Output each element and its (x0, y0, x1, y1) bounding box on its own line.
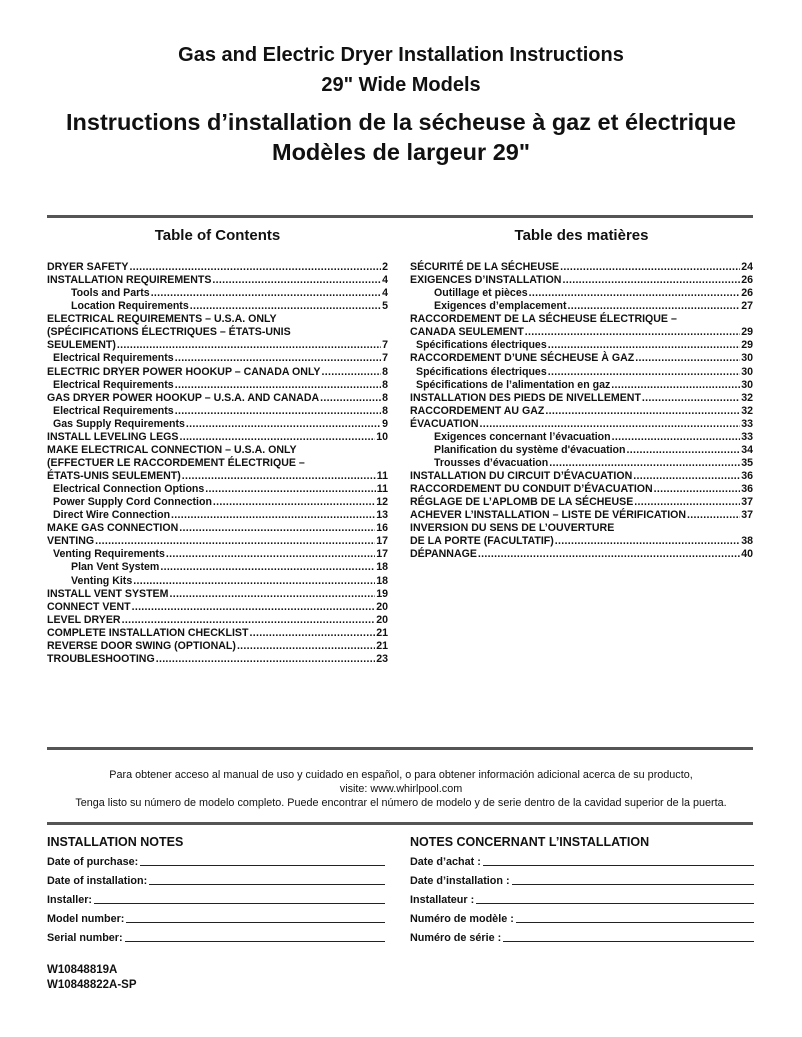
dot-leader (654, 483, 741, 496)
toc-entry[interactable] (47, 287, 388, 300)
toc-entry[interactable] (410, 352, 753, 365)
toc-entry-label: RACCORDEMENT D’UNE SÉCHEUSE À GAZ (410, 352, 635, 365)
toc-entry-label: Electrical Requirements (53, 352, 174, 365)
toc-entry-page: 30 (741, 378, 753, 391)
dot-leader (122, 614, 376, 627)
toc-entry[interactable] (410, 287, 753, 300)
toc-entry-label: INSTALLATION DES PIEDS DE NIVELLEMENT (410, 391, 641, 404)
toc-entry-page: 18 (376, 561, 388, 574)
toc-entry-label: Power Supply Cord Connection (53, 496, 212, 509)
toc-entry-page: 34 (741, 443, 753, 456)
toc-entry-label: RACCORDEMENT DE LA SÉCHEUSE ÉLECTRIQUE – (410, 313, 677, 326)
toc-entry[interactable] (47, 614, 388, 627)
dot-leader (156, 653, 376, 666)
divider (47, 747, 753, 750)
toc-entry[interactable] (47, 588, 388, 601)
note-field-blank-line[interactable] (149, 884, 385, 885)
note-field-label: Date of installation: (47, 875, 148, 887)
toc-entry-page: 11 (376, 470, 388, 482)
toc-entry-label: ELECTRIC DRYER POWER HOOKUP – CANADA ONLY (47, 365, 321, 378)
toc-entry[interactable] (410, 339, 753, 352)
dot-leader (132, 601, 376, 614)
toc-entry[interactable] (410, 548, 753, 561)
note-field[interactable] (410, 891, 754, 910)
note-field-blank-line[interactable] (483, 865, 754, 866)
toc-entry-label: Trousses d’évacuation (434, 456, 549, 469)
toc-entry-page: 33 (741, 417, 753, 430)
dot-leader (548, 366, 740, 379)
toc-entry-page: 24 (741, 261, 753, 273)
toc-entry[interactable] (410, 326, 753, 339)
title-fr-line2: Modèles de largeur 29" (272, 139, 530, 165)
dot-leader (612, 431, 741, 444)
toc-entry[interactable] (410, 366, 753, 379)
toc-entry-label: SEULEMENT) (47, 339, 116, 352)
document-code: W10848822A-SP (47, 979, 137, 991)
toc-fr-heading-wrap (411, 225, 752, 247)
toc-entry-page: 8 (382, 391, 388, 404)
dot-leader (322, 366, 382, 379)
dot-leader (479, 418, 740, 431)
title-en-line1: Gas and Electric Dryer Installation Instructions (178, 44, 624, 66)
dot-leader (151, 287, 381, 300)
dot-leader (687, 509, 740, 522)
toc-entry-page: 30 (741, 365, 753, 378)
toc-entry-label: Tools and Parts (71, 287, 150, 300)
note-field-blank-line[interactable] (512, 884, 754, 885)
toc-entry-label: CONNECT VENT (47, 600, 131, 613)
toc-entry[interactable] (47, 405, 388, 418)
toc-entry-page: 9 (382, 417, 388, 430)
table-of-contents-fr (410, 261, 753, 561)
note-field-label: Installateur : (410, 894, 475, 906)
note-field[interactable] (47, 872, 385, 891)
dot-leader (169, 588, 375, 601)
toc-entry[interactable] (410, 496, 753, 509)
toc-entry-page: 36 (741, 483, 753, 496)
note-field-label: Date d’installation : (410, 875, 510, 887)
dot-leader (249, 627, 375, 640)
toc-entry[interactable] (410, 405, 753, 418)
toc-entry-label: RÉGLAGE DE L’APLOMB DE LA SÉCHEUSE (410, 496, 634, 509)
note-field-blank-line[interactable] (125, 941, 385, 942)
toc-entry[interactable] (47, 379, 388, 392)
dot-leader (213, 496, 375, 509)
toc-entry[interactable] (47, 640, 388, 653)
toc-entry-page: 26 (741, 287, 753, 300)
dot-leader (95, 535, 375, 548)
note-field[interactable] (410, 910, 754, 929)
toc-entry-page: 7 (382, 339, 388, 352)
toc-entry-page: 10 (376, 430, 388, 443)
dot-leader (166, 548, 375, 561)
toc-entry[interactable] (47, 522, 388, 535)
toc-entry[interactable] (47, 418, 388, 431)
toc-entry-page: 20 (376, 600, 388, 613)
toc-entry[interactable] (47, 548, 388, 561)
toc-entry-label: TROUBLESHOOTING (47, 652, 155, 665)
toc-entry[interactable] (410, 470, 753, 483)
toc-entry[interactable] (410, 274, 753, 287)
note-field-blank-line[interactable] (94, 903, 385, 904)
toc-entry-line (47, 457, 388, 470)
toc-entry-page: 27 (741, 300, 753, 313)
toc-entry-page: 7 (382, 352, 388, 365)
toc-entry-label: INVERSION DU SENS DE L’OUVERTURE (410, 522, 615, 535)
toc-entry[interactable] (47, 601, 388, 614)
toc-en-heading-wrap (47, 225, 388, 247)
toc-entry-label: Gas Supply Requirements (53, 417, 185, 430)
toc-entry[interactable] (47, 535, 388, 548)
toc-entry-label: SÉCURITÉ DE LA SÉCHEUSE (410, 261, 560, 273)
dot-leader (642, 392, 740, 405)
note-field[interactable] (47, 853, 385, 872)
toc-entry[interactable] (47, 575, 388, 588)
toc-entry-page: 37 (741, 509, 753, 522)
dot-leader (175, 405, 381, 418)
toc-entry-line (47, 313, 388, 326)
toc-entry-label: INSTALLATION DU CIRCUIT D’ÉVACUATION (410, 470, 633, 482)
toc-entry-label: (SPÉCIFICATIONS ÉLECTRIQUES – ÉTATS-UNIS (47, 326, 291, 339)
note-field-blank-line[interactable] (126, 922, 385, 923)
toc-entry-label: CANADA SEULEMENT (410, 326, 524, 339)
toc-entry-label: RACCORDEMENT DU CONDUIT D’ÉVACUATION (410, 483, 653, 496)
toc-entry[interactable] (410, 418, 753, 431)
toc-entry[interactable] (47, 431, 388, 444)
dot-leader (478, 548, 740, 561)
dot-leader (549, 457, 740, 470)
toc-entry[interactable] (410, 300, 753, 313)
dot-leader (555, 535, 740, 548)
toc-entry-page: 23 (376, 652, 388, 665)
note-field-label: Date of purchase: (47, 856, 139, 868)
dot-leader (320, 392, 381, 405)
dot-leader (133, 575, 375, 588)
title-fr-line1: Instructions d’installation de la sécheuse à gaz et électrique (66, 109, 736, 135)
dot-leader (117, 339, 381, 352)
toc-entry-line (47, 326, 388, 339)
toc-entry-label: INSTALLATION REQUIREMENTS (47, 274, 212, 287)
toc-entry[interactable] (47, 496, 388, 509)
toc-entry-label: Location Requirements (71, 300, 189, 313)
notes-en-heading: INSTALLATION NOTES (47, 835, 184, 849)
toc-entry[interactable] (410, 379, 753, 392)
toc-entry-page: 13 (376, 509, 388, 522)
toc-entry-label: Exigences d’emplacement (434, 300, 567, 313)
dot-leader (129, 261, 381, 274)
toc-entry-label: Spécifications de l’alimentation en gaz (416, 378, 611, 391)
toc-entry[interactable] (47, 561, 388, 574)
toc-entry-label: Venting Kits (71, 574, 133, 587)
toc-entry-label: RACCORDEMENT AU GAZ (410, 404, 545, 417)
dot-leader (548, 339, 740, 352)
dot-leader (205, 483, 376, 496)
toc-entry-line (47, 444, 388, 457)
toc-entry[interactable] (47, 366, 388, 379)
toc-entry[interactable] (410, 392, 753, 405)
toc-entry-page: 8 (382, 378, 388, 391)
note-field-blank-line[interactable] (516, 922, 754, 923)
dot-leader (627, 444, 741, 457)
toc-entry[interactable] (410, 431, 753, 444)
footer-line2: visite: www.whirlpool.com (339, 783, 463, 795)
toc-entry-page: 38 (741, 535, 753, 548)
toc-entry-page: 29 (741, 326, 753, 339)
toc-entry-page: 20 (376, 613, 388, 626)
dot-leader (611, 379, 740, 392)
document-codes (47, 963, 137, 993)
toc-fr-heading: Table des matières (514, 227, 649, 244)
toc-entry[interactable] (410, 261, 753, 274)
spanish-info (0, 768, 802, 810)
toc-entry-page: 2 (382, 261, 388, 273)
toc-entry-label: ÉTATS-UNIS SEULEMENT) (47, 470, 181, 482)
table-of-contents-en (47, 261, 388, 666)
notes-fr-heading: NOTES CONCERNANT L’INSTALLATION (410, 835, 650, 849)
note-field[interactable] (410, 929, 754, 948)
dot-leader (525, 326, 740, 339)
toc-entry[interactable] (47, 300, 388, 313)
footer-line3: Tenga listo su número de modelo completo. Puede encontrar el número de modelo y de serie dentro de la cavidad superior de la puerta. (75, 797, 727, 809)
note-field-blank-line[interactable] (140, 865, 385, 866)
dot-leader (175, 352, 381, 365)
note-field-label: Installer: (47, 894, 93, 906)
toc-entry-page: 16 (376, 522, 388, 535)
toc-entry[interactable] (47, 339, 388, 352)
toc-entry-label: (EFFECTUER LE RACCORDEMENT ÉLECTRIQUE – (47, 456, 305, 469)
dot-leader (633, 470, 740, 483)
note-field[interactable] (47, 891, 385, 910)
toc-entry-label: DRYER SAFETY (47, 261, 129, 273)
toc-entry-page: 32 (741, 404, 753, 417)
note-field-label: Numéro de série : (410, 932, 502, 944)
toc-entry-label: VENTING (47, 535, 95, 548)
toc-entry[interactable] (47, 627, 388, 640)
toc-entry-label: Planification du système d'évacuation (434, 443, 626, 456)
note-field-label: Model number: (47, 913, 125, 925)
dot-leader (186, 418, 381, 431)
toc-entry-label: Electrical Requirements (53, 404, 174, 417)
toc-entry-label: Electrical Connection Options (53, 483, 205, 496)
toc-entry-label: EXIGENCES D’INSTALLATION (410, 274, 562, 287)
footer-line1: Para obtener acceso al manual de uso y cuidado en español, o para obtener información adicional acerca de su producto, (109, 769, 693, 781)
toc-entry-label: REVERSE DOOR SWING (OPTIONAL) (47, 639, 236, 652)
title-en-line2: 29" Wide Models (321, 74, 481, 96)
note-field-label: Date d’achat : (410, 856, 481, 868)
dot-leader (160, 561, 375, 574)
installation-notes-en (47, 835, 385, 948)
dot-leader (182, 470, 376, 483)
dot-leader (175, 379, 381, 392)
toc-entry[interactable] (47, 261, 388, 274)
note-field[interactable] (410, 872, 754, 891)
toc-entry-label: Spécifications électriques (416, 365, 547, 378)
toc-entry-page: 18 (376, 574, 388, 587)
toc-entry-label: Exigences concernant l’évacuation (434, 430, 611, 443)
toc-entry-page: 37 (741, 496, 753, 509)
toc-entry-label: ELECTRICAL REQUIREMENTS – U.S.A. ONLY (47, 313, 277, 326)
toc-entry-page: 36 (741, 470, 753, 482)
dot-leader (237, 640, 375, 653)
toc-entry-label: ÉVACUATION (410, 417, 479, 430)
toc-entry[interactable] (47, 483, 388, 496)
dot-leader (529, 287, 741, 300)
toc-entry-page: 5 (382, 300, 388, 313)
divider (47, 822, 753, 825)
toc-entry[interactable] (47, 509, 388, 522)
note-field[interactable] (47, 929, 385, 948)
toc-entry-page: 17 (376, 548, 388, 561)
toc-entry[interactable] (47, 274, 388, 287)
toc-entry-page: 29 (741, 339, 753, 352)
toc-entry[interactable] (47, 470, 388, 483)
toc-entry-page: 4 (382, 287, 388, 300)
toc-entry[interactable] (47, 392, 388, 405)
toc-entry-label: MAKE ELECTRICAL CONNECTION – U.S.A. ONLY (47, 443, 297, 456)
toc-entry-label: INSTALL LEVELING LEGS (47, 430, 179, 443)
toc-entry[interactable] (410, 483, 753, 496)
toc-entry-label: INSTALL VENT SYSTEM (47, 587, 169, 600)
toc-entry-page: 19 (376, 587, 388, 600)
toc-entry-page: 40 (741, 548, 753, 561)
dot-leader (562, 274, 740, 287)
note-field[interactable] (410, 853, 754, 872)
toc-entry-label: Venting Requirements (53, 548, 165, 561)
toc-entry[interactable] (410, 509, 753, 522)
dot-leader (560, 261, 740, 274)
toc-entry-line (410, 522, 753, 535)
toc-entry-label: GAS DRYER POWER HOOKUP – U.S.A. AND CANADA (47, 391, 320, 404)
toc-entry-label: ACHEVER L’INSTALLATION – LISTE DE VÉRIFICATION (410, 509, 687, 522)
toc-entry[interactable] (47, 352, 388, 365)
toc-entry-page: 4 (382, 274, 388, 287)
dot-leader (212, 274, 381, 287)
toc-entry-label: Electrical Requirements (53, 378, 174, 391)
toc-entry-page: 35 (741, 456, 753, 469)
toc-entry[interactable] (410, 457, 753, 470)
toc-entry-page: 11 (376, 483, 388, 496)
toc-entry-label: COMPLETE INSTALLATION CHECKLIST (47, 626, 249, 639)
toc-entry-label: DE LA PORTE (FACULTATIF) (410, 535, 554, 548)
dot-leader (171, 509, 375, 522)
toc-entry-page: 26 (741, 274, 753, 287)
note-field-label: Serial number: (47, 932, 123, 944)
toc-entry-label: Outillage et pièces (434, 287, 528, 300)
dot-leader (635, 352, 740, 365)
note-field-label: Numéro de modèle : (410, 913, 514, 925)
dot-leader (179, 431, 375, 444)
note-field-blank-line[interactable] (503, 941, 754, 942)
toc-entry-page: 17 (376, 535, 388, 548)
toc-entry-page: 12 (376, 496, 388, 509)
dot-leader (545, 405, 740, 418)
toc-entry-label: Plan Vent System (71, 561, 160, 574)
dot-leader (179, 522, 375, 535)
toc-entry-label: DÉPANNAGE (410, 548, 477, 561)
toc-entry-label: Direct Wire Connection (53, 509, 171, 522)
note-field-blank-line[interactable] (476, 903, 754, 904)
toc-entry-page: 32 (741, 391, 753, 404)
toc-en-heading: Table of Contents (154, 227, 281, 244)
toc-entry-label: LEVEL DRYER (47, 613, 121, 626)
divider (47, 215, 753, 218)
toc-entry-page: 21 (376, 626, 388, 639)
dot-leader (190, 300, 381, 313)
document-code: W10848819A (47, 964, 118, 976)
toc-entry-page: 33 (741, 430, 753, 443)
toc-entry[interactable] (410, 444, 753, 457)
toc-entry-label: MAKE GAS CONNECTION (47, 522, 179, 535)
dot-leader (567, 300, 740, 313)
toc-entry-page: 8 (382, 365, 388, 378)
toc-entry-label: Spécifications électriques (416, 339, 547, 352)
toc-entry-line (410, 313, 753, 326)
toc-entry-page: 8 (382, 404, 388, 417)
toc-entry-page: 30 (741, 352, 753, 365)
toc-entry[interactable] (47, 653, 388, 666)
installation-notes-fr (410, 835, 754, 948)
dot-leader (634, 496, 740, 509)
toc-entry[interactable] (410, 535, 753, 548)
toc-entry-page: 21 (376, 639, 388, 652)
note-field[interactable] (47, 910, 385, 929)
